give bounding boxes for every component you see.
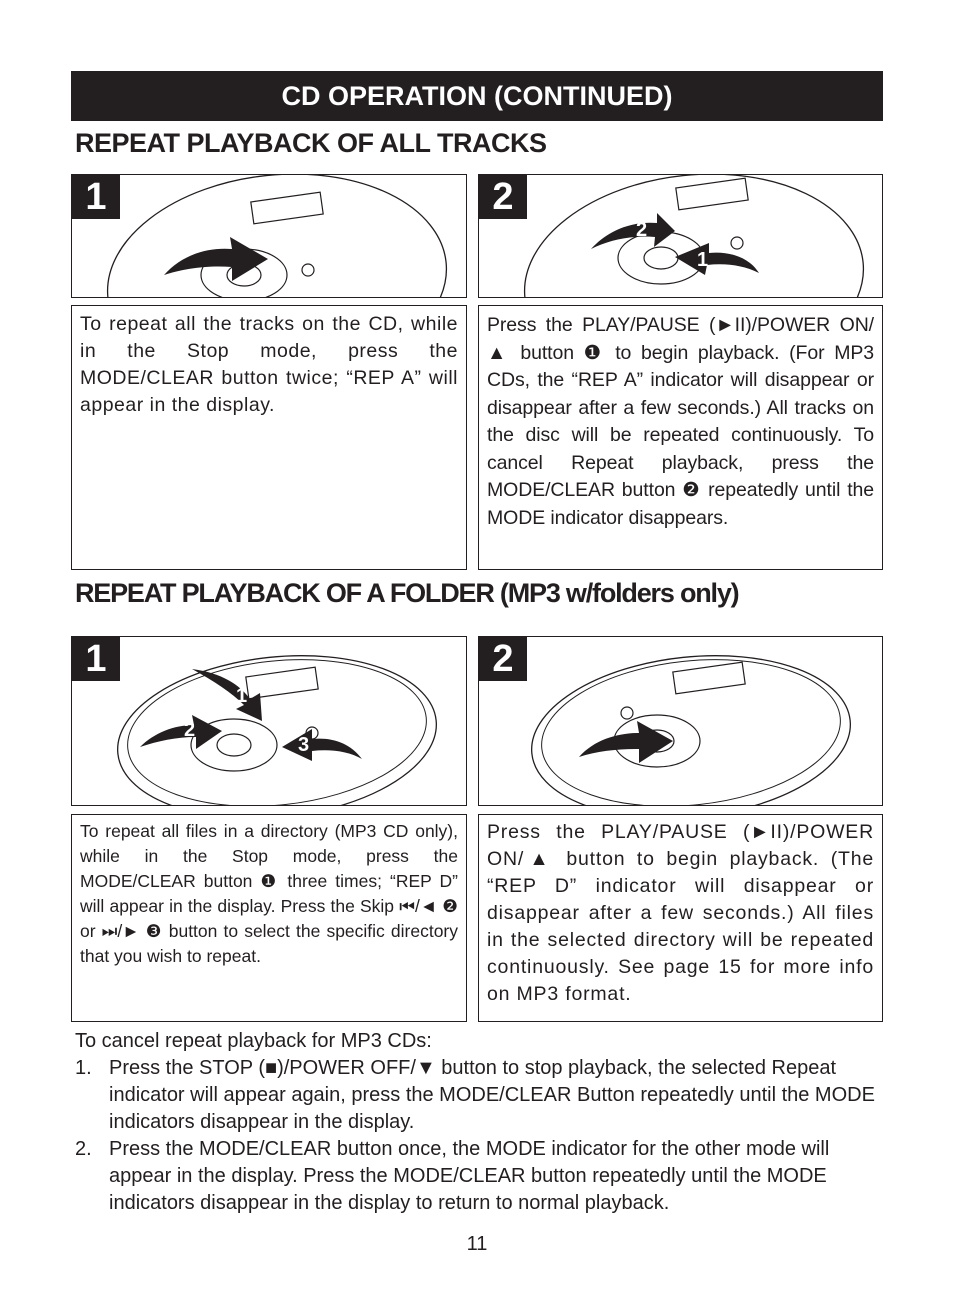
step-number: 1	[72, 175, 120, 219]
list-item-number: 2.	[75, 1138, 92, 1160]
illustration-folder-step-2	[478, 636, 883, 806]
list-item-text: Press the STOP (■)/POWER OFF/▼ button to stop playback, the selected Repeat indicator will appear again, press the MODE/CLEAR Button repeatedly until the MODE indicators disappear in the display.	[109, 1057, 875, 1133]
step-number: 2	[479, 637, 527, 681]
illustration-folder-step-1	[71, 636, 467, 806]
illustration-all-tracks-step-1	[71, 174, 467, 298]
section-title-folder: REPEAT PLAYBACK OF A FOLDER (MP3 w/folders only)	[75, 578, 739, 608]
cd-player-drawing	[72, 637, 467, 806]
illustration-all-tracks-step-2	[478, 174, 883, 298]
cancel-instructions	[75, 1028, 880, 1217]
instruction-text: Press the PLAY/PAUSE (►II)/POWER ON/▲ button to begin playback. (The “REP D” indicator will disappear or disappear after a few seconds.) All files in the selected directory will be repeated continuously. See page 15 for more info on MP3 format.	[487, 821, 874, 1005]
instruction-box-folder-step-1	[71, 814, 467, 1022]
section-title-all-tracks: REPEAT PLAYBACK OF ALL TRACKS	[75, 128, 547, 158]
cd-player-drawing	[479, 637, 883, 806]
list-item	[75, 1055, 880, 1136]
instruction-text: To repeat all the tracks on the CD, while in the Stop mode, press the MODE/CLEAR button twice; “REP A” will appear in the display.	[80, 313, 458, 416]
instruction-text: Press the PLAY/PAUSE (►II)/POWER ON/▲ button ❶ to begin playback. (For MP3 CDs, the “REP A” indicator will disappear or disappear after a few seconds.) All tracks on the disc will be repeated continuously. To cancel Repeat playback, press the MODE/CLEAR button ❷ repeatedly until the MODE indicator disappears.	[487, 314, 874, 529]
section-header-banner	[71, 71, 883, 121]
callout-number: 3	[298, 734, 310, 756]
cd-player-drawing	[479, 175, 883, 298]
page-number: 11	[466, 1233, 488, 1255]
step-number: 1	[72, 637, 120, 681]
callout-number: 1	[697, 249, 709, 271]
step-number: 2	[479, 175, 527, 219]
list-item	[75, 1136, 880, 1217]
cd-player-drawing	[72, 175, 467, 298]
header-title: CD OPERATION (CONTINUED)	[281, 80, 673, 111]
list-item-number: 1.	[75, 1057, 92, 1079]
instruction-box-folder-step-2	[478, 814, 883, 1022]
cancel-intro: To cancel repeat playback for MP3 CDs:	[75, 1030, 432, 1052]
callout-number: 2	[636, 219, 648, 241]
cancel-steps-list	[75, 1055, 880, 1217]
instruction-box-all-tracks-step-1	[71, 305, 467, 570]
instruction-text: To repeat all files in a directory (MP3 CD only), while in the Stop mode, press the MODE/CLEAR button ❶ three times; “REP D” will appear in the display. Press the Skip ⏮/◄ ❷ or ⏭/► ❸ button to select the specific directory that you wish to repeat.	[80, 821, 458, 966]
instruction-box-all-tracks-step-2	[478, 305, 883, 570]
list-item-text: Press the MODE/CLEAR button once, the MODE indicator for the other mode will appear in the display. Press the MODE/CLEAR button repeatedly until the MODE indicators disappear in the display to return to normal playback.	[109, 1138, 830, 1214]
callout-number: 1	[236, 685, 248, 707]
callout-number: 2	[184, 719, 196, 741]
